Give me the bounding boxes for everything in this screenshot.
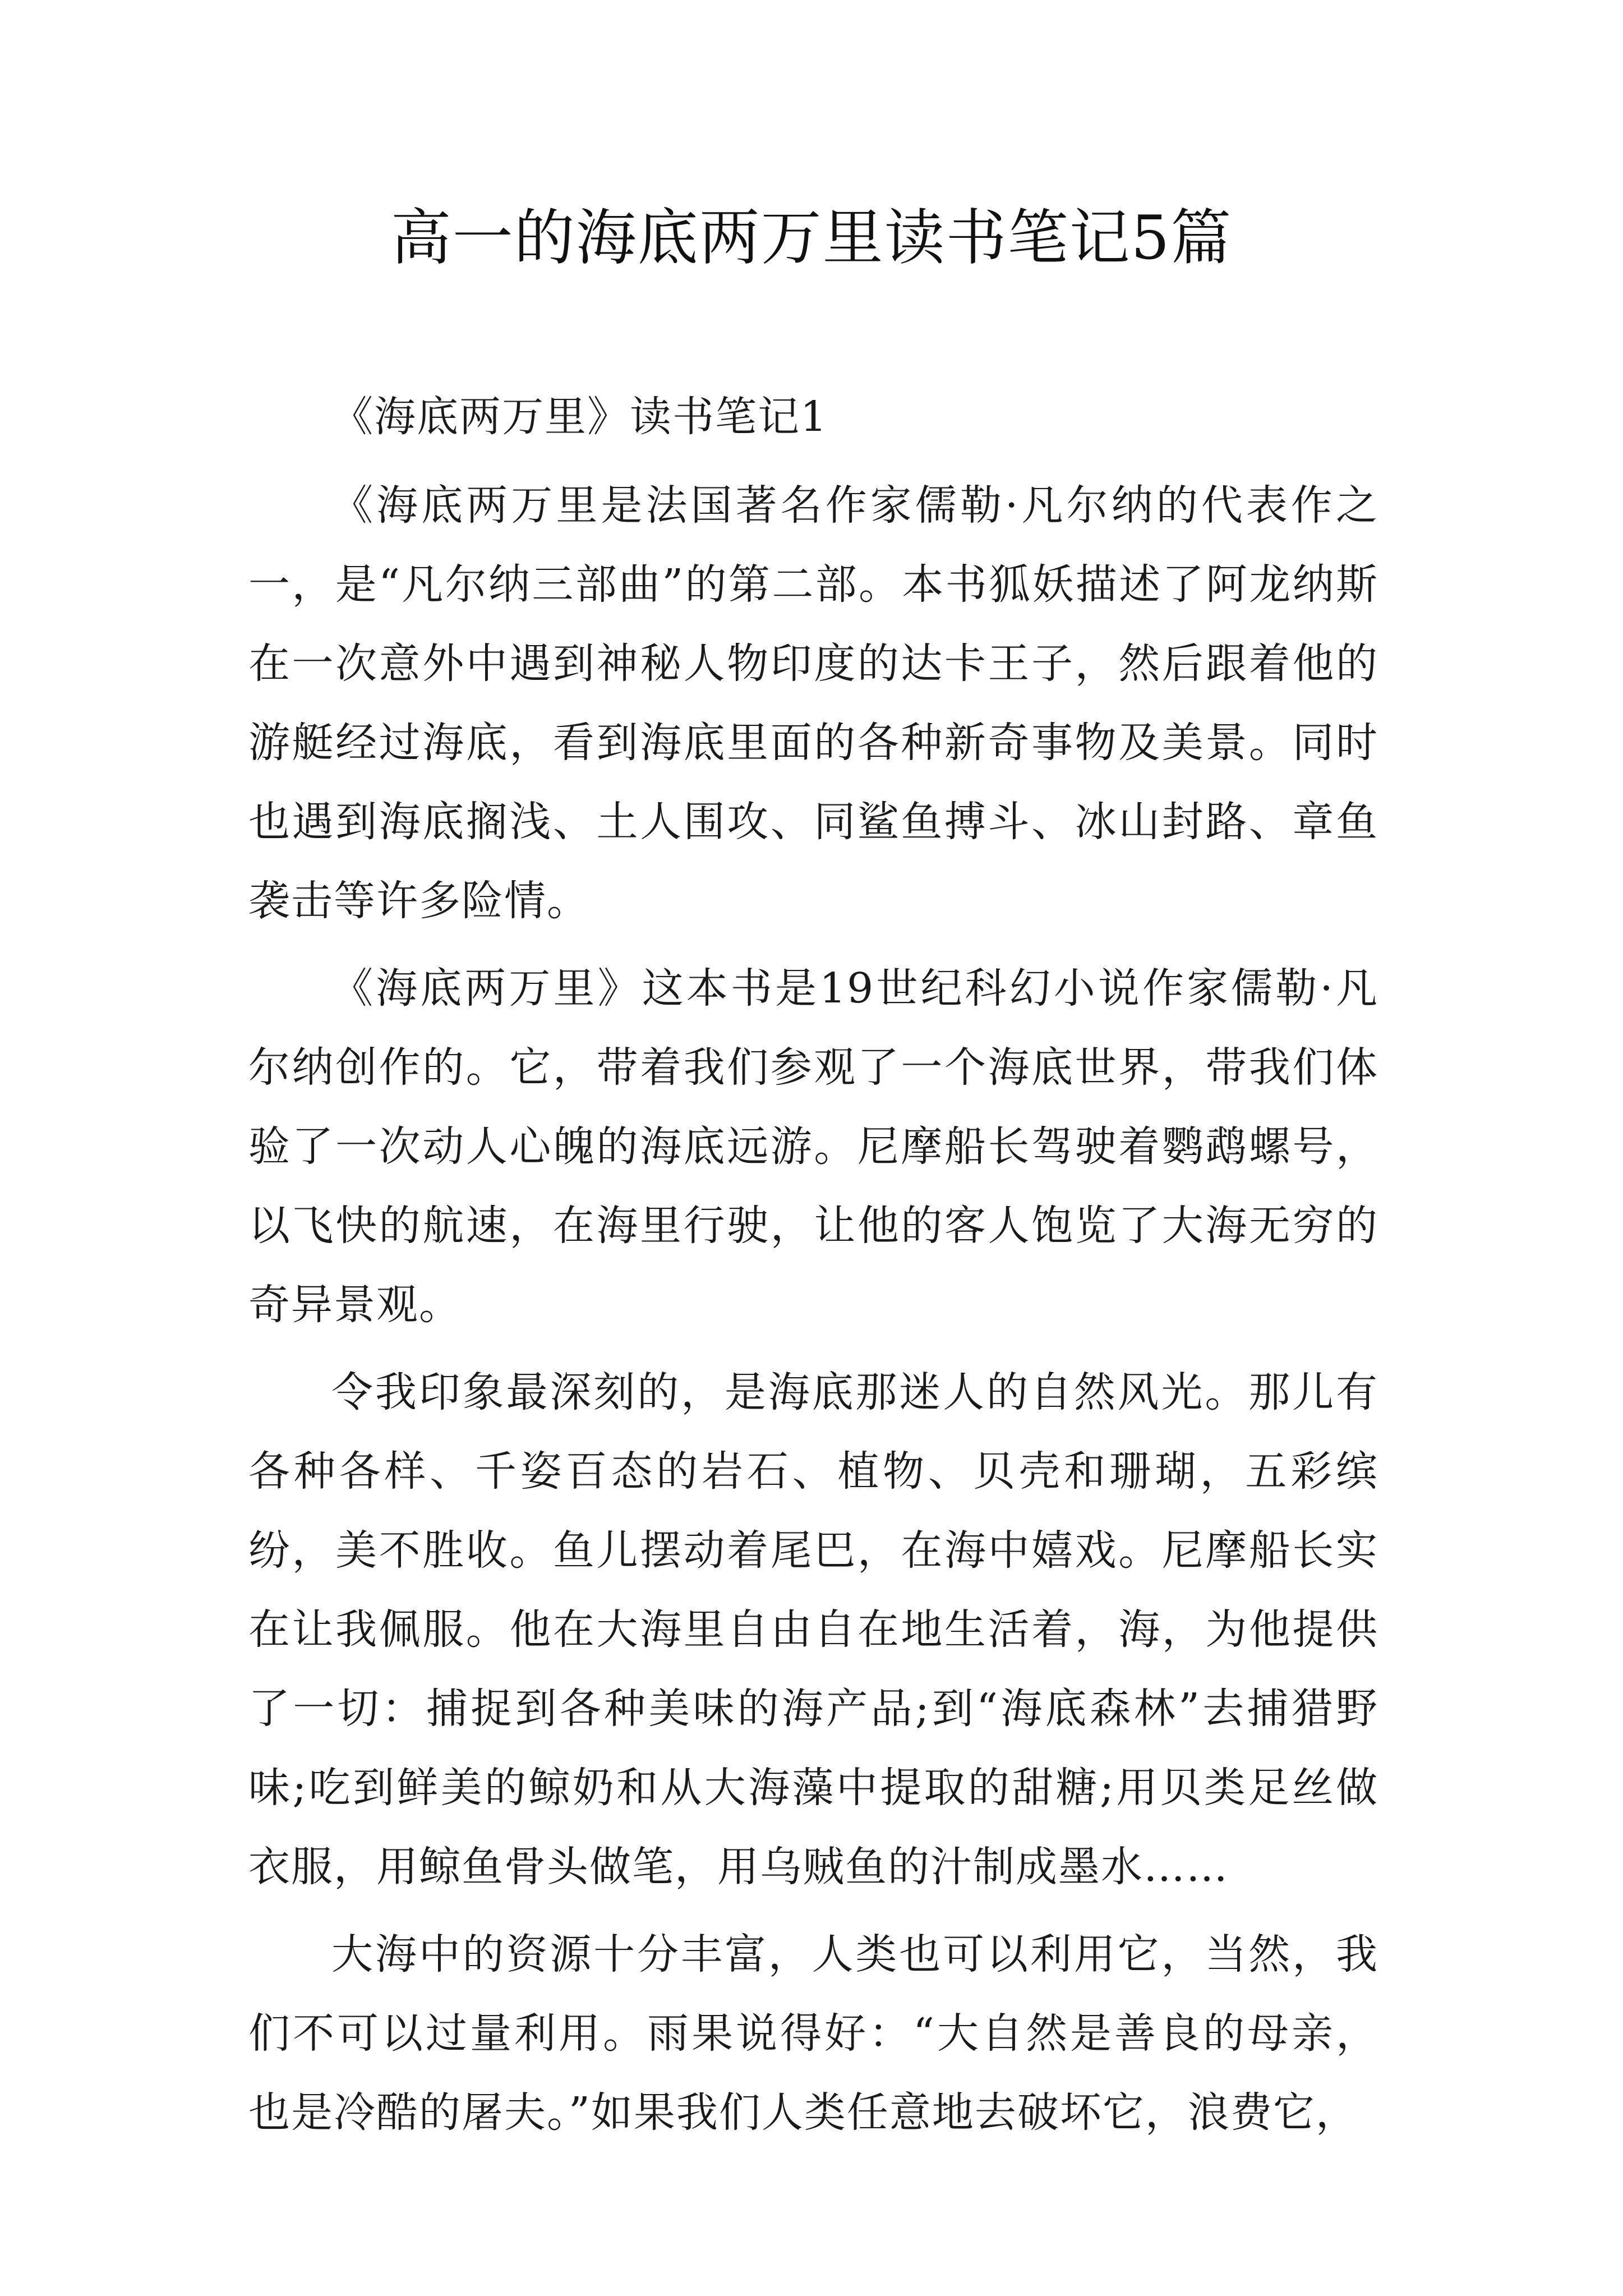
paragraph-3: 令我印象最深刻的，是海底那迷人的自然风光。那儿有各种各样、千姿百态的岩石、植物、贝壳和珊瑚，五彩缤纷，美不胜收。鱼儿摆动着尾巴，在海中嬉戏。尼摩船长实在让我佩服。他在大海里自由自在地生活着，海，为他提供了一切：捕捉到各种美味的海产品;到“海底森林”去捕猎野味;吃到鲜美的鲸奶和从大海藻中提取的甜糖;用贝类足丝做衣服，用鲸鱼骨头做笔，用乌贼鱼的汁制成墨水…… <box>248 1368 1378 1891</box>
document-title: 高一的海底两万里读书笔记5篇 <box>390 203 1233 273</box>
paragraph-1: 《海底两万里是法国著名作家儒勒·凡尔纳的代表作之一，是“凡尔纳三部曲”的第二部。本书狐妖描述了阿龙纳斯在一次意外中遇到神秘人物印度的达卡王子，然后跟着他的游艇经过海底，看到海底里面的各种新奇事物及美景。同时也遇到海底搁浅、土人围攻、同鲨鱼搏斗、冰山封路、章鱼袭击等许多险情。 <box>248 481 1378 925</box>
paragraph-2: 《海底两万里》这本书是19世纪科幻小说作家儒勒·凡尔纳创作的。它，带着我们参观了一个海底世界，带我们体验了一次动人心魄的海底远游。尼摩船长驾驶着鹦鹉螺号，以飞快的航速，在海里行驶，让他的客人饱览了大海无穷的奇异景观。 <box>248 964 1378 1329</box>
document-body <box>248 378 1378 2152</box>
paragraph-4: 大海中的资源十分丰富，人类也可以利用它，当然，我们不可以过量利用。雨果说得好：“大自然是善良的母亲，也是冷酷的屠夫。”如果我们人类任意地去破坏它，浪费它， <box>248 1930 1378 2137</box>
section-heading: 《海底两万里》读书笔记1 <box>331 393 828 441</box>
